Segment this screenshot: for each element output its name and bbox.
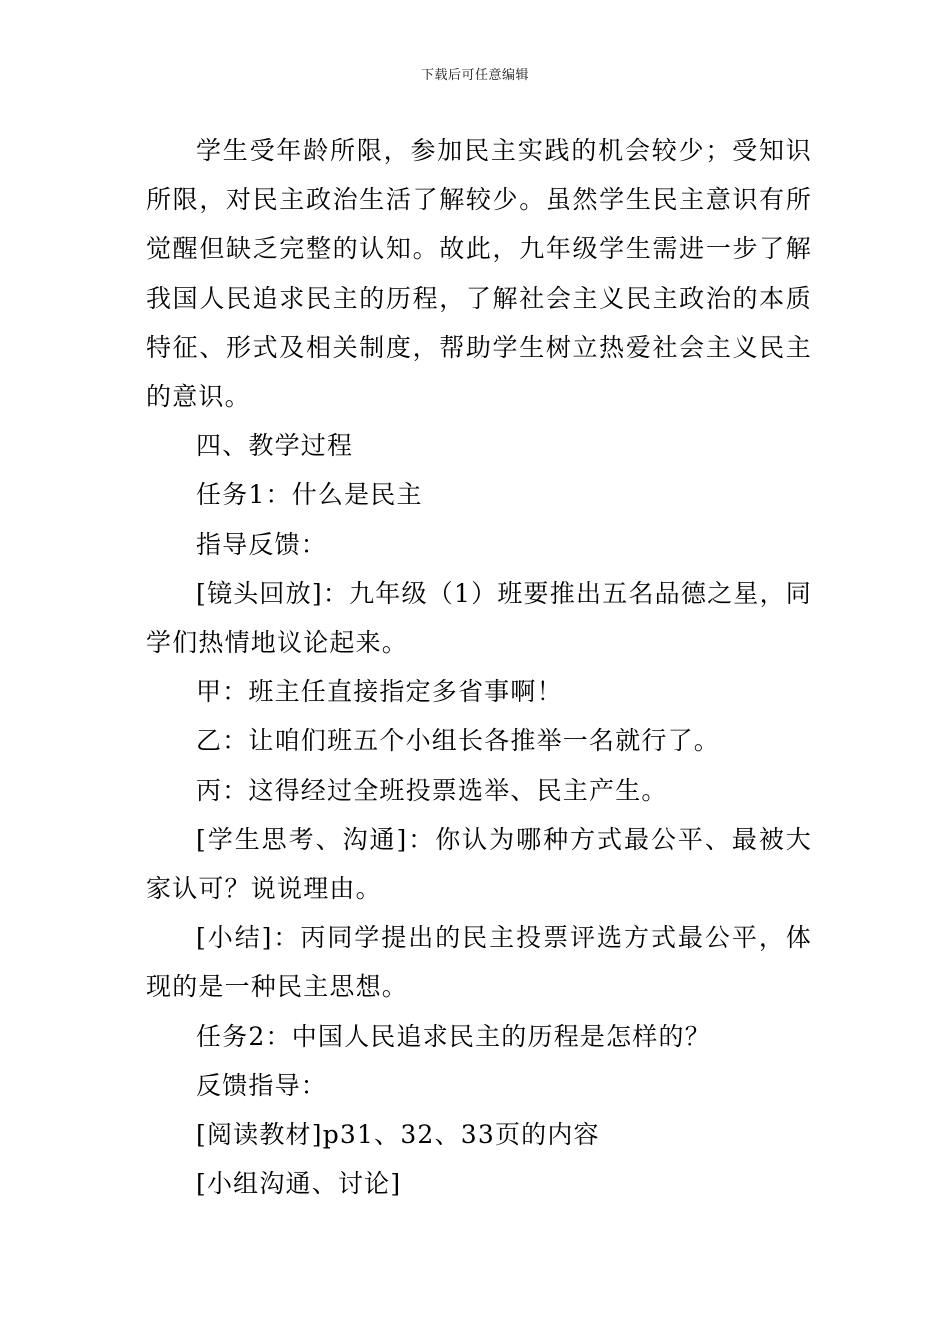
document-body <box>146 126 812 1208</box>
guidance-feedback-label: 指导反馈： <box>196 529 328 559</box>
task-2-heading: 任务2：中国人民追求民主的历程是怎样的？ <box>196 1021 711 1051</box>
task-1-heading: 任务1：什么是民主 <box>196 480 423 510</box>
dialogue-line-jia: 甲：班主任直接指定多省事啊！ <box>196 677 563 707</box>
summary-paragraph: [小结]：丙同学提出的民主投票评选方式最公平，体现的是一种民主思想。 <box>146 923 812 1002</box>
page-header: 下载后可任意编辑 <box>420 68 529 83</box>
section-heading-teaching-process: 四、教学过程 <box>196 431 354 461</box>
dialogue-line-yi: 乙：让咱们班五个小组长各推举一名就行了。 <box>196 726 721 756</box>
dialogue-line-bing: 丙：这得经过全班投票选举、民主产生。 <box>196 775 668 805</box>
group-discussion-paragraph: [小组沟通、讨论] <box>196 1169 402 1199</box>
scene-replay-paragraph: [镜头回放]：九年级（1）班要推出五名品德之星，同学们热情地议论起来。 <box>146 578 812 658</box>
read-textbook-paragraph: [阅读教材]p31、32、33页的内容 <box>196 1120 600 1150</box>
paragraph-student-analysis: 学生受年龄所限，参加民主实践的机会较少；受知识所限，对民主政治生活了解较少。虽然学生民主意识有所觉醒但缺乏完整的认知。故此，九年级学生需进一步了解我国人民追求民主的历程，了解社会主义民主政治的本质特征、形式及相关制度，帮助学生树立热爱社会主义民主的意识。 <box>146 136 812 412</box>
student-thinking-paragraph: [学生思考、沟通]：你认为哪种方式最公平、最被大家认可？说说理由。 <box>146 824 812 904</box>
feedback-guidance-label: 反馈指导： <box>196 1070 328 1100</box>
